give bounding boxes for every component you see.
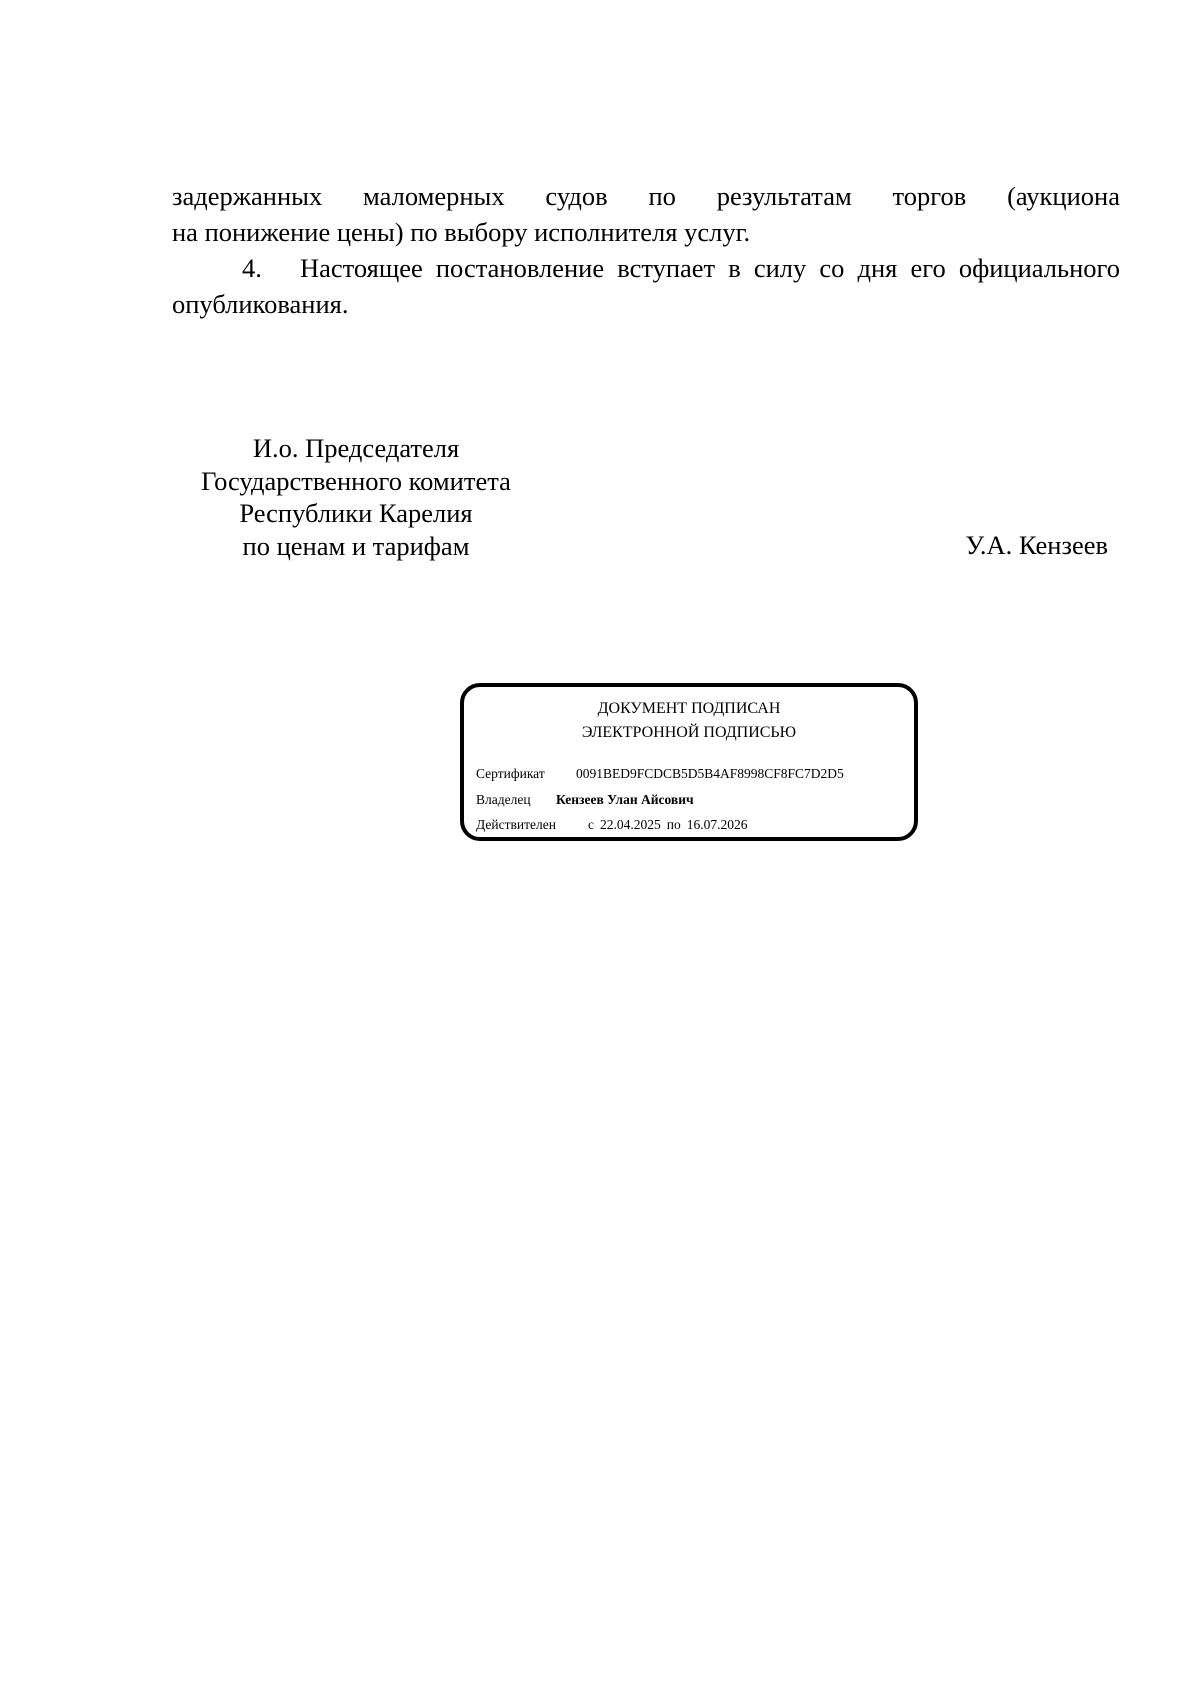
stamp-header-line: ЭЛЕКТРОННОЙ ПОДПИСЬЮ <box>581 724 797 741</box>
signer-position-line: И.о. Председателя <box>252 433 460 463</box>
paragraph-line: на понижение цены) по выбору исполнителя услуг. <box>172 217 751 247</box>
paragraph-line: задержанных маломерных судов по результатам торгов (аукциона <box>172 181 1120 211</box>
signer-position-line: Государственного комитета <box>201 465 511 496</box>
valid-from-date: 22.04.2025 <box>600 817 661 832</box>
stamp-header-line: ДОКУМЕНТ ПОДПИСАН <box>597 700 781 717</box>
item-number: 4. <box>242 253 262 283</box>
stamp-header <box>464 697 914 745</box>
item-4-first-line <box>172 250 1120 286</box>
electronic-signature-stamp <box>460 683 918 841</box>
signer-position-line: Республики Карелия <box>239 498 473 528</box>
item-4-text: Настоящее постановление вступает в силу со дня его официального <box>300 253 1120 283</box>
valid-from-prefix: с <box>588 817 594 832</box>
owner-value: Кензеев Улан Айсович <box>556 792 694 807</box>
signer-position <box>170 432 542 562</box>
certificate-value: 0091BED9FCDCB5D5B4AF8998CF8FC7D2D5 <box>576 766 844 781</box>
valid-to-prefix: по <box>666 817 681 832</box>
paragraph-line: опубликования. <box>172 289 349 319</box>
owner-label: Владелец <box>476 792 531 807</box>
signer-position-line: по ценам и тарифам <box>242 530 470 561</box>
stamp-validity-row <box>476 816 747 834</box>
signer-name: У.А. Кензеев <box>965 530 1108 560</box>
validity-label: Действителен <box>476 817 556 832</box>
stamp-certificate-row <box>476 765 844 783</box>
certificate-label: Сертификат <box>476 766 545 781</box>
valid-to-date: 16.07.2026 <box>686 817 748 832</box>
body-text <box>172 178 1120 322</box>
stamp-owner-row <box>476 791 694 809</box>
